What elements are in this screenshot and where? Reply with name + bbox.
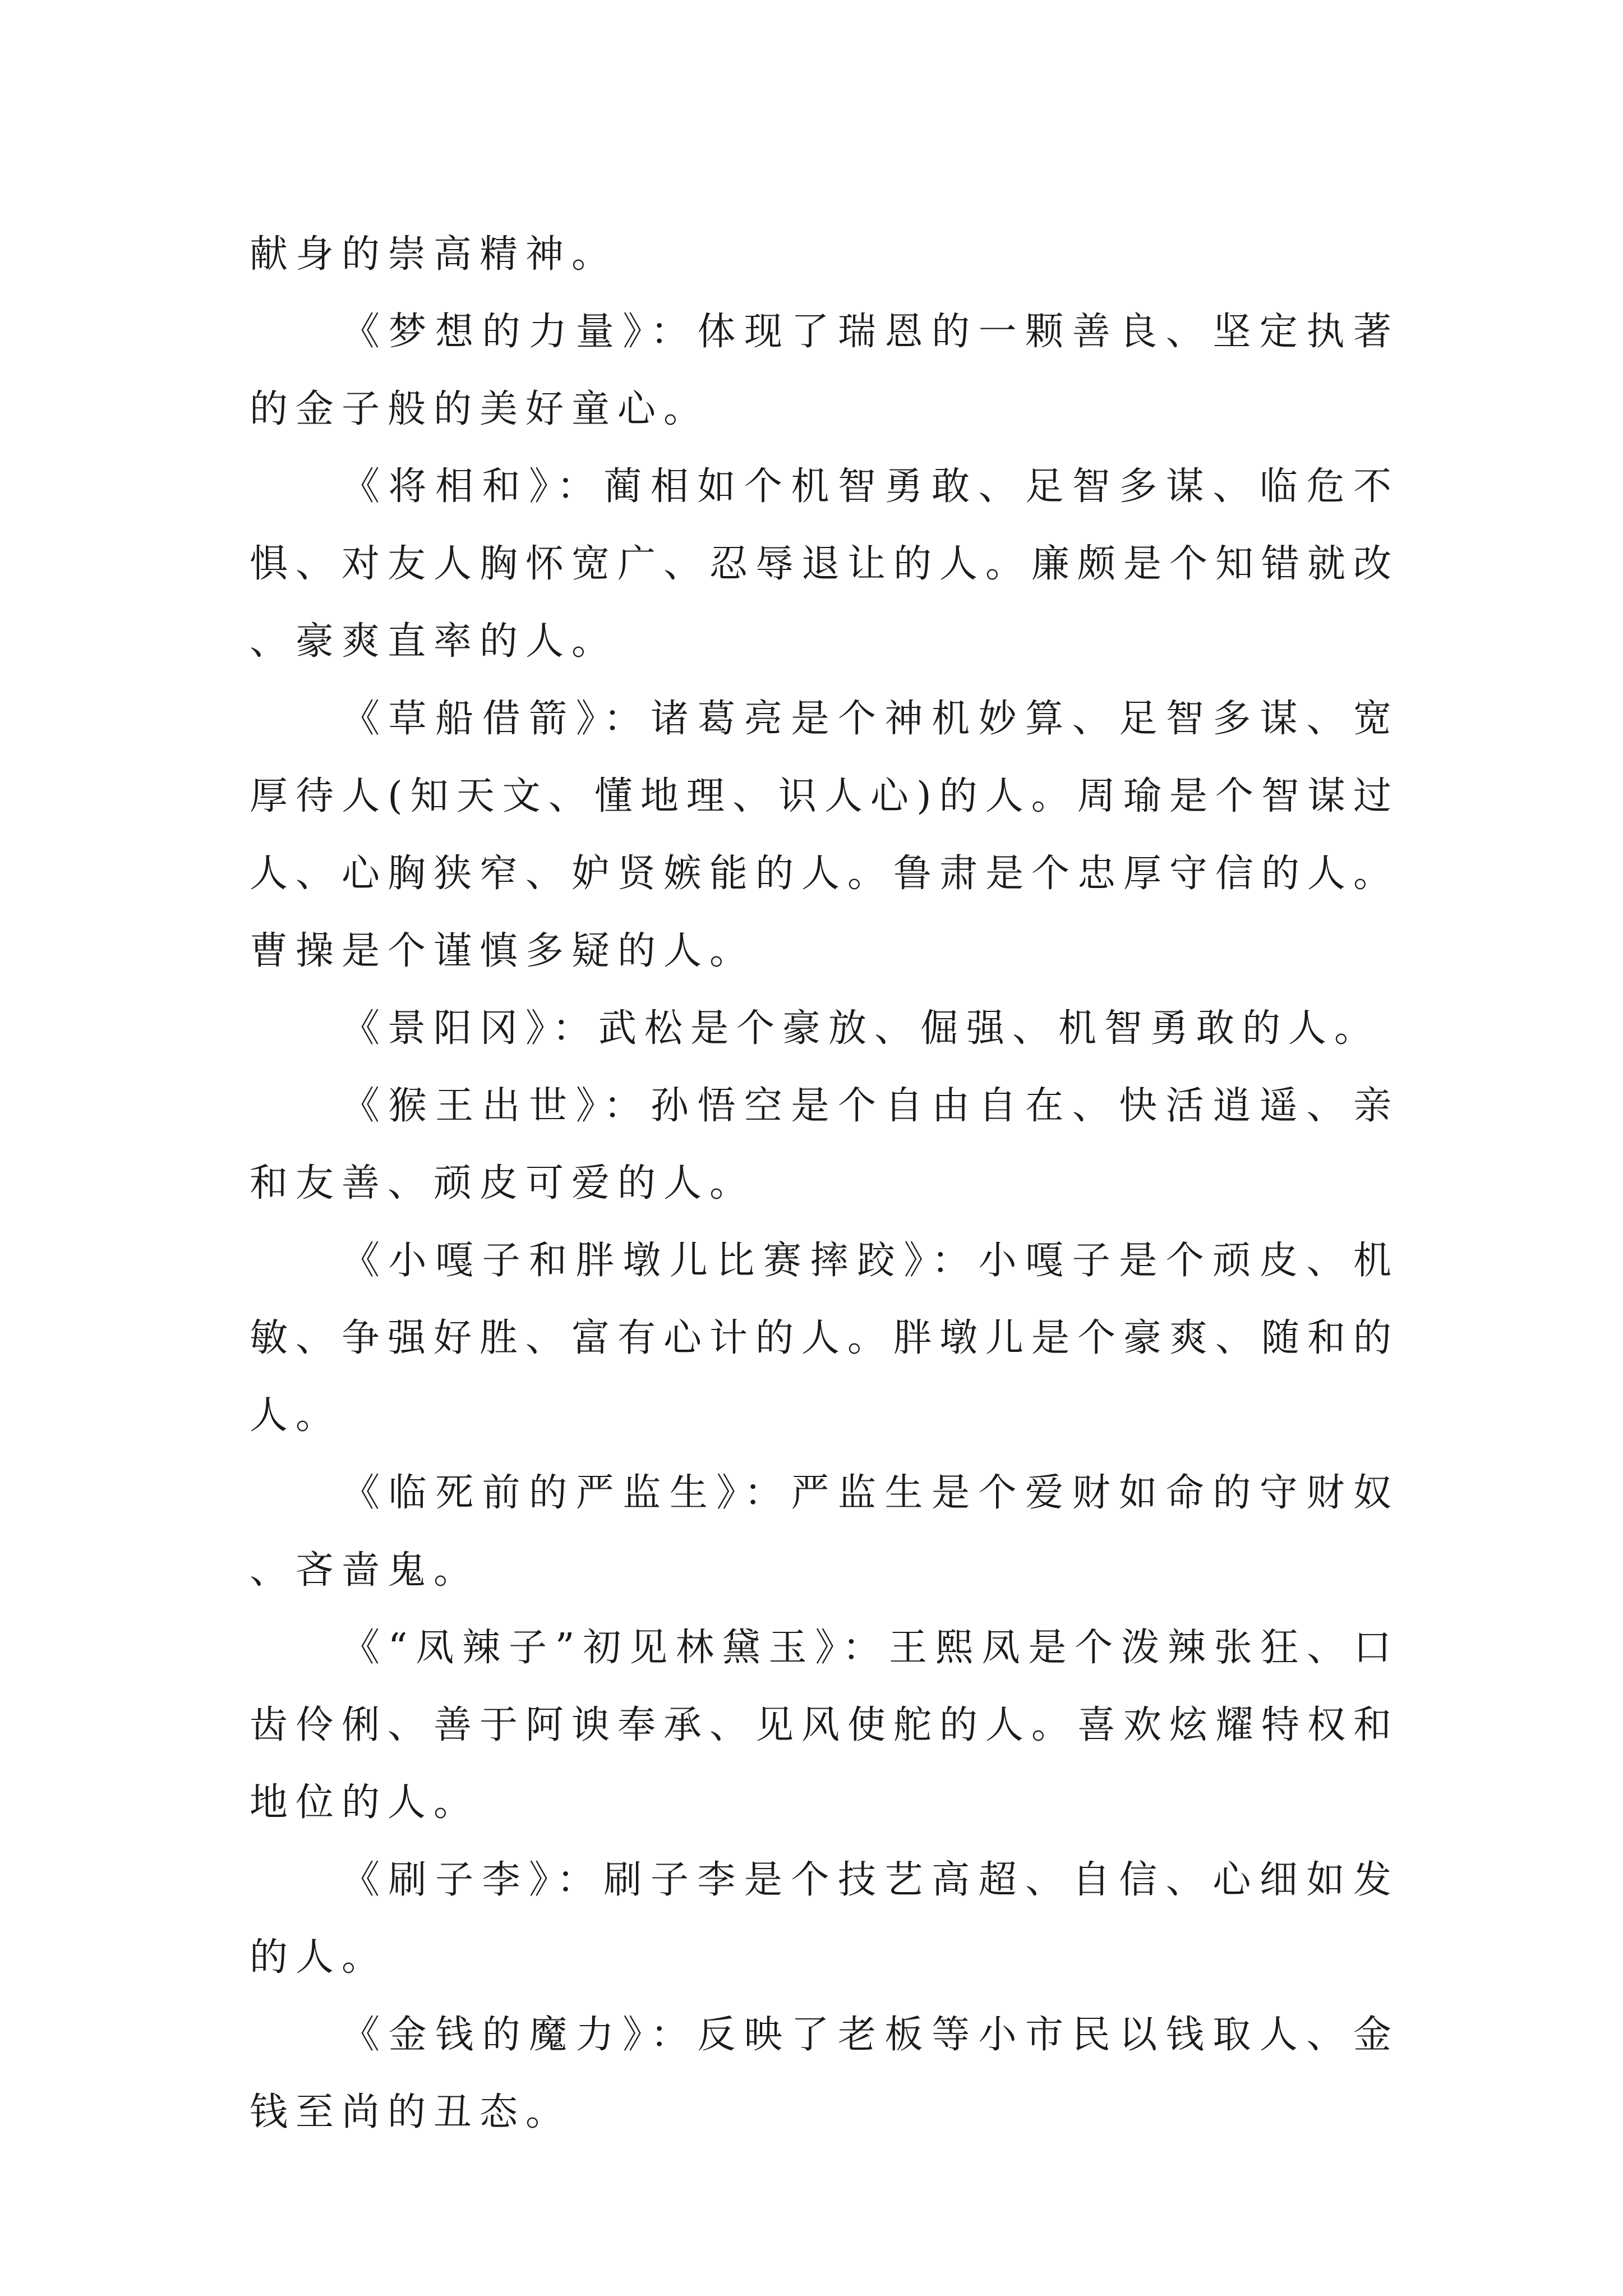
paragraph: 献身的崇高精神。 <box>250 232 618 277</box>
document-body <box>250 216 1399 2151</box>
paragraph: 《临死前的严监生》：严监生是个爱财如命的守财奴、吝啬鬼。 <box>250 1471 1399 1593</box>
paragraph: 《草船借箭》：诸葛亮是个神机妙算、足智多谋、宽厚待人(知天文、懂地理、识人心)的人。周瑜是个智谋过人、心胸狭窄、妒贤嫉能的人。鲁肃是个忠厚守信的人。曹操是个谨慎多疑的人。 <box>250 697 1400 973</box>
paragraph: 《金钱的魔力》：反映了老板等小市民以钱取人、金钱至尚的丑态。 <box>250 2013 1399 2134</box>
paragraph: 《“凤辣子”初见林黛玉》：王熙凤是个泼辣张狂、口齿伶俐、善于阿谀奉承、见风使舵的人。喜欢炫耀特权和地位的人。 <box>250 1626 1400 1825</box>
paragraph: 《刷子李》：刷子李是个技艺高超、自信、心细如发的人。 <box>250 1858 1399 1980</box>
paragraph: 《将相和》：蔺相如个机智勇敢、足智多谋、临危不惧、对友人胸怀宽广、忍辱退让的人。廉颇是个知错就改、豪爽直率的人。 <box>250 464 1400 664</box>
paragraph: 《猴王出世》：孙悟空是个自由自在、快活逍遥、亲和友善、顽皮可爱的人。 <box>250 1084 1399 1205</box>
paragraph: 《梦想的力量》：体现了瑞恩的一颗善良、坚定执著的金子般的美好童心。 <box>250 310 1399 431</box>
paragraph: 《景阳冈》：武松是个豪放、倔强、机智勇敢的人。 <box>342 1006 1381 1051</box>
paragraph: 《小嘎子和胖墩儿比赛摔跤》：小嘎子是个顽皮、机敏、争强好胜、富有心计的人。胖墩儿是个豪爽、随和的人。 <box>250 1239 1400 1438</box>
